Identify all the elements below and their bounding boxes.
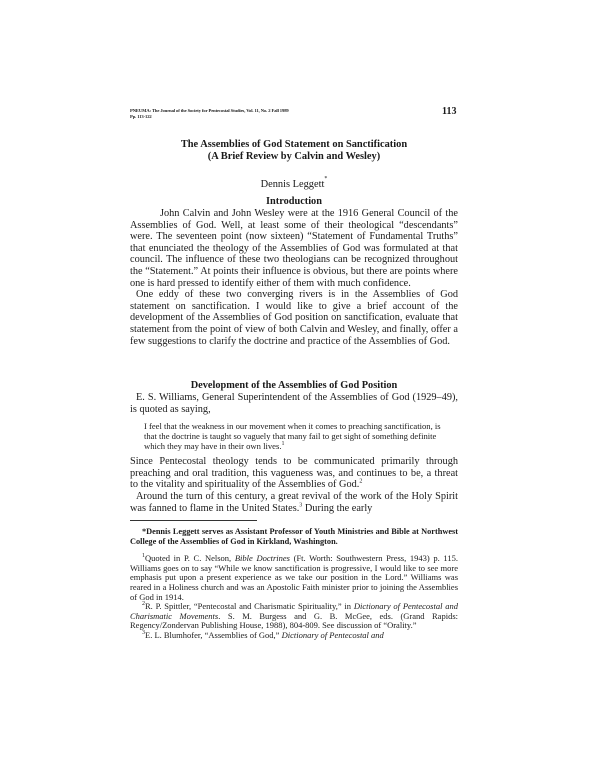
article-title xyxy=(130,139,458,163)
author-bio-footnote: *Dennis Leggett serves as Assistant Professor of Youth Ministries and Bible at Northwest College of the Assemblies of God in Kirkland, Washington. xyxy=(130,527,458,546)
page-range: Pp. 113-122 xyxy=(130,114,152,119)
footnote-text: R. P. Spittler, “Pentecostal and Charismatic Spirituality,” in xyxy=(145,601,354,612)
footnote-1 xyxy=(130,554,458,602)
footnote-title: Bible Doctrines xyxy=(234,553,290,564)
footnote-text: . S. M. Burgess and G. B. McGee, eds. (Grand Rapids: Regency/Zondervan Publishing House, 1988), 804-809. See discussion of “Orality.” xyxy=(130,610,458,631)
intro-paragraph-1: John Calvin and John Wesley were at the 1916 General Council of the Assemblies of God. Well, at least some of their theological “descendants” were. The seventeen point (now sixteen) “Statement of Fundamental Truths” that enunciated the theology of the Assemblies of God was formulated at that council. The influence of these two theologians can be recognized throughout the “Statement.” At points their influence is obvious, but there are points where one is hard pressed to identify either of them with much confidence. xyxy=(130,208,458,289)
development-paragraph-2 xyxy=(130,456,458,491)
introduction-heading: Introduction xyxy=(266,196,322,207)
title-line-2: (A Brief Review by Calvin and Wesley) xyxy=(207,151,381,162)
footnote-text: E. L. Blumhofer, “Assemblies of God,” xyxy=(145,629,282,640)
development-paragraph-3 xyxy=(130,491,458,514)
author-byline xyxy=(130,176,458,191)
title-line-1: The Assemblies of God Statement on Sanctification xyxy=(180,139,408,150)
footnote-number: 1 xyxy=(142,553,145,560)
paragraph-text-continued: During the early xyxy=(302,502,373,514)
quote-text: I feel that the weakness in our movement when it comes to preaching sanctification, is that the doctrine is taught so vaguely that many fail to get sight of something definite which they may have in their own lives. xyxy=(144,421,441,452)
development-heading: Development of the Assemblies of God Position xyxy=(190,380,398,391)
footnote-ref-3: 3 xyxy=(299,502,303,509)
footnote-3 xyxy=(130,631,458,641)
paragraph-text: Since Pentecostal theology tends to be communicated primarily through preaching and oral tradition, this vagueness was, and continues to be, a threat to the vitality and spirituality of the Assemblies of God. xyxy=(130,456,458,491)
footnote-text: Quoted in P. C. Nelson, xyxy=(145,553,235,564)
footnote-number: 2 xyxy=(142,601,145,608)
journal-citation: PNEUMA: The Journal of the Society for Pentecostal Studies, Vol. 11, No. 2 Fall 1989 xyxy=(130,108,289,113)
paragraph-text: Around the turn of this century, a great revival of the work of the Holy Spirit was fanned to flame in the United States. xyxy=(130,490,458,514)
footnote-2 xyxy=(130,602,458,631)
introduction-section xyxy=(130,196,458,347)
author-name: Dennis Leggett xyxy=(260,179,325,190)
running-head xyxy=(130,108,458,120)
footnote-divider xyxy=(130,520,257,521)
footnote-text: (Ft. Worth: Southwestern Press, 1943) p. 115. Williams goes on to say “While we know sanctification is progressive, I would like to see more emphasis put upon a present experience as we take our position in the Lord.” Williams was reared in a Holiness church and was an Apostolic Faith minister prior to joining the Assemblies of God in 1914. xyxy=(130,553,458,602)
development-intro: E. S. Williams, General Superintendent of the Assemblies of God (1929–49), is quoted as saying, xyxy=(130,392,458,415)
williams-quote xyxy=(144,421,444,451)
footnotes xyxy=(130,527,458,641)
footnote-title: Dictionary of Pentecostal and Charismatic Movements xyxy=(130,601,458,621)
page-number: 113 xyxy=(442,106,457,117)
footnote-ref-1: 1 xyxy=(281,441,285,448)
footnote-ref-2: 2 xyxy=(359,478,363,485)
development-section xyxy=(130,380,458,514)
author-footnote-mark: * xyxy=(324,176,328,182)
footnote-number: 3 xyxy=(142,630,145,637)
footnote-title: Dictionary of Pentecostal and xyxy=(281,629,384,640)
intro-paragraph-2: One eddy of these two converging rivers is in the Assemblies of God statement on sanctification. I would like to give a brief account of the development of the Assemblies of God position on sanctification, evaluate that statement from the point of view of both Calvin and Wesley, and finally, offer a few suggestions to clarify the doctrine and practice of the Assemblies of God. xyxy=(130,289,458,347)
